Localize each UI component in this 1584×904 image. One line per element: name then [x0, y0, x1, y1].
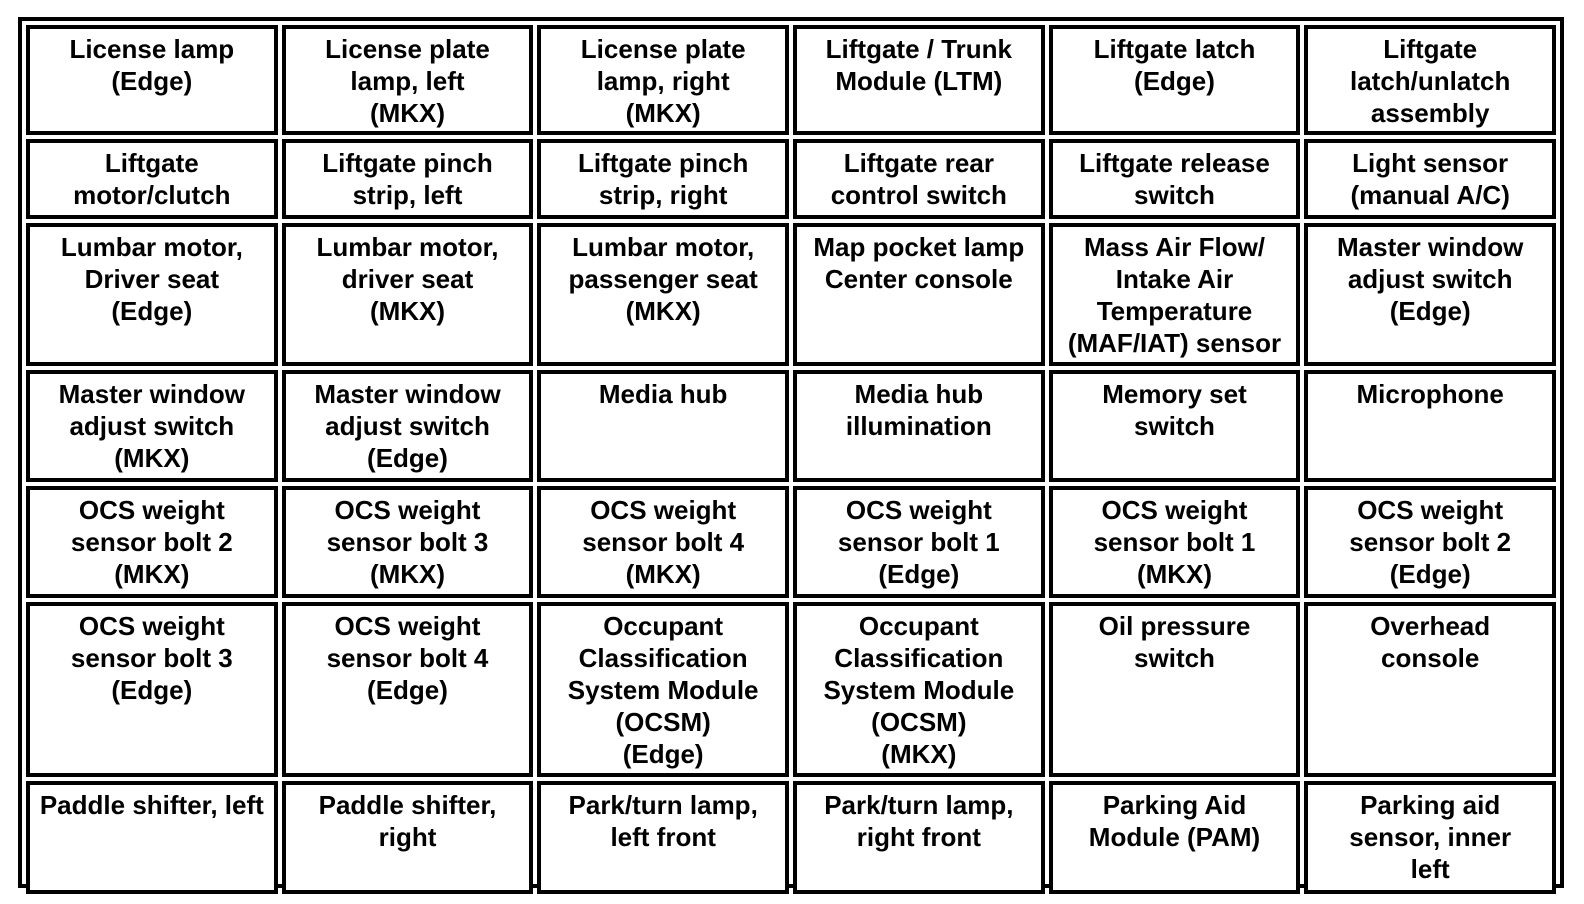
cell-label: OCS weight sensor bolt 1 (Edge) [837, 495, 1000, 589]
table-cell [1049, 602, 1301, 777]
table-cell [537, 781, 789, 894]
table-cell [26, 370, 278, 482]
table-cell [1304, 139, 1556, 219]
table-cell [793, 486, 1045, 598]
cell-label: Liftgate latch/unlatch assembly [1349, 34, 1511, 128]
cell-label: OCS weight sensor bolt 3 (Edge) [70, 611, 233, 705]
cell-label: Liftgate / Trunk Module (LTM) [825, 34, 1012, 96]
table-cell [793, 223, 1045, 366]
table-cell [537, 486, 789, 598]
table-cell [26, 486, 278, 598]
table-cell [26, 602, 278, 777]
table-cell [1049, 781, 1301, 894]
table-cell [1049, 25, 1301, 135]
cell-label: OCS weight sensor bolt 4 (MKX) [582, 495, 745, 589]
table-cell [282, 223, 534, 366]
table-cell [1049, 370, 1301, 482]
cell-label: License lamp (Edge) [69, 34, 235, 96]
cell-label: Liftgate motor/clutch [73, 148, 231, 210]
cell-label: Parking Aid Module (PAM) [1088, 790, 1261, 852]
cell-label: Paddle shifter, right [318, 790, 497, 852]
cell-label: Media hub [598, 379, 728, 409]
table-cell [793, 139, 1045, 219]
cell-label: Master window adjust switch (Edge) [314, 379, 501, 473]
cell-label: Microphone [1356, 379, 1504, 409]
cell-label: Mass Air Flow/ Intake Air Temperature (MAF/IAT) sensor [1067, 232, 1282, 358]
cell-label: OCS weight sensor bolt 2 (MKX) [70, 495, 233, 589]
table-cell [282, 781, 534, 894]
table-cell [537, 602, 789, 777]
table-cell [282, 139, 534, 219]
cell-label: Master window adjust switch (MKX) [58, 379, 245, 473]
component-grid [26, 25, 1556, 884]
cell-label: Park/turn lamp, left front [568, 790, 758, 852]
cell-label: OCS weight sensor bolt 1 (MKX) [1093, 495, 1256, 589]
cell-label: Overhead console [1370, 611, 1491, 673]
table-cell [537, 25, 789, 135]
table-cell [1049, 139, 1301, 219]
table-cell [793, 781, 1045, 894]
cell-label: Parking aid sensor, inner left [1349, 790, 1512, 884]
cell-label: Park/turn lamp, right front [824, 790, 1014, 852]
table-cell [1304, 223, 1556, 366]
table-cell [537, 139, 789, 219]
cell-label: Master window adjust switch (Edge) [1336, 232, 1524, 326]
table-cell [1304, 486, 1556, 598]
table-cell [282, 370, 534, 482]
table-cell [1304, 370, 1556, 482]
cell-label: Map pocket lamp Center console [813, 232, 1025, 294]
cell-label: Liftgate pinch strip, left [322, 148, 493, 210]
cell-label: Lumbar motor, passenger seat (MKX) [568, 232, 758, 326]
table-cell [1049, 486, 1301, 598]
table-cell [793, 602, 1045, 777]
table-cell [282, 486, 534, 598]
cell-label: OCS weight sensor bolt 3 (MKX) [326, 495, 489, 589]
cell-label: Lumbar motor, driver seat (MKX) [316, 232, 499, 326]
table-cell [282, 602, 534, 777]
component-table [18, 17, 1564, 888]
table-cell [793, 25, 1045, 135]
cell-label: Media hub illumination [845, 379, 992, 441]
table-cell [793, 370, 1045, 482]
table-cell [1049, 223, 1301, 366]
table-cell [282, 25, 534, 135]
table-cell [26, 223, 278, 366]
cell-label: License plate lamp, left (MKX) [325, 34, 490, 128]
table-cell [1304, 25, 1556, 135]
cell-label: License plate lamp, right (MKX) [580, 34, 746, 128]
cell-label: Memory set switch [1102, 379, 1247, 441]
cell-label: Occupant Classification System Module (OCSM) (Edge) [567, 611, 759, 769]
cell-label: Paddle shifter, left [39, 790, 264, 820]
table-cell [26, 781, 278, 894]
table-cell [537, 223, 789, 366]
cell-label: Occupant Classification System Module (OCSM) (MKX) [823, 611, 1015, 769]
cell-label: Liftgate pinch strip, right [577, 148, 749, 210]
table-cell [1304, 781, 1556, 894]
cell-label: Liftgate latch (Edge) [1093, 34, 1256, 96]
table-cell [26, 25, 278, 135]
cell-label: Liftgate rear control switch [830, 148, 1007, 210]
table-cell [26, 139, 278, 219]
cell-label: OCS weight sensor bolt 2 (Edge) [1349, 495, 1512, 589]
cell-label: Liftgate release switch [1079, 148, 1270, 210]
cell-label: OCS weight sensor bolt 4 (Edge) [326, 611, 489, 705]
cell-label: Oil pressure switch [1098, 611, 1251, 673]
cell-label: Lumbar motor, Driver seat (Edge) [60, 232, 243, 326]
table-cell [537, 370, 789, 482]
table-cell [1304, 602, 1556, 777]
cell-label: Light sensor (manual A/C) [1350, 148, 1510, 210]
